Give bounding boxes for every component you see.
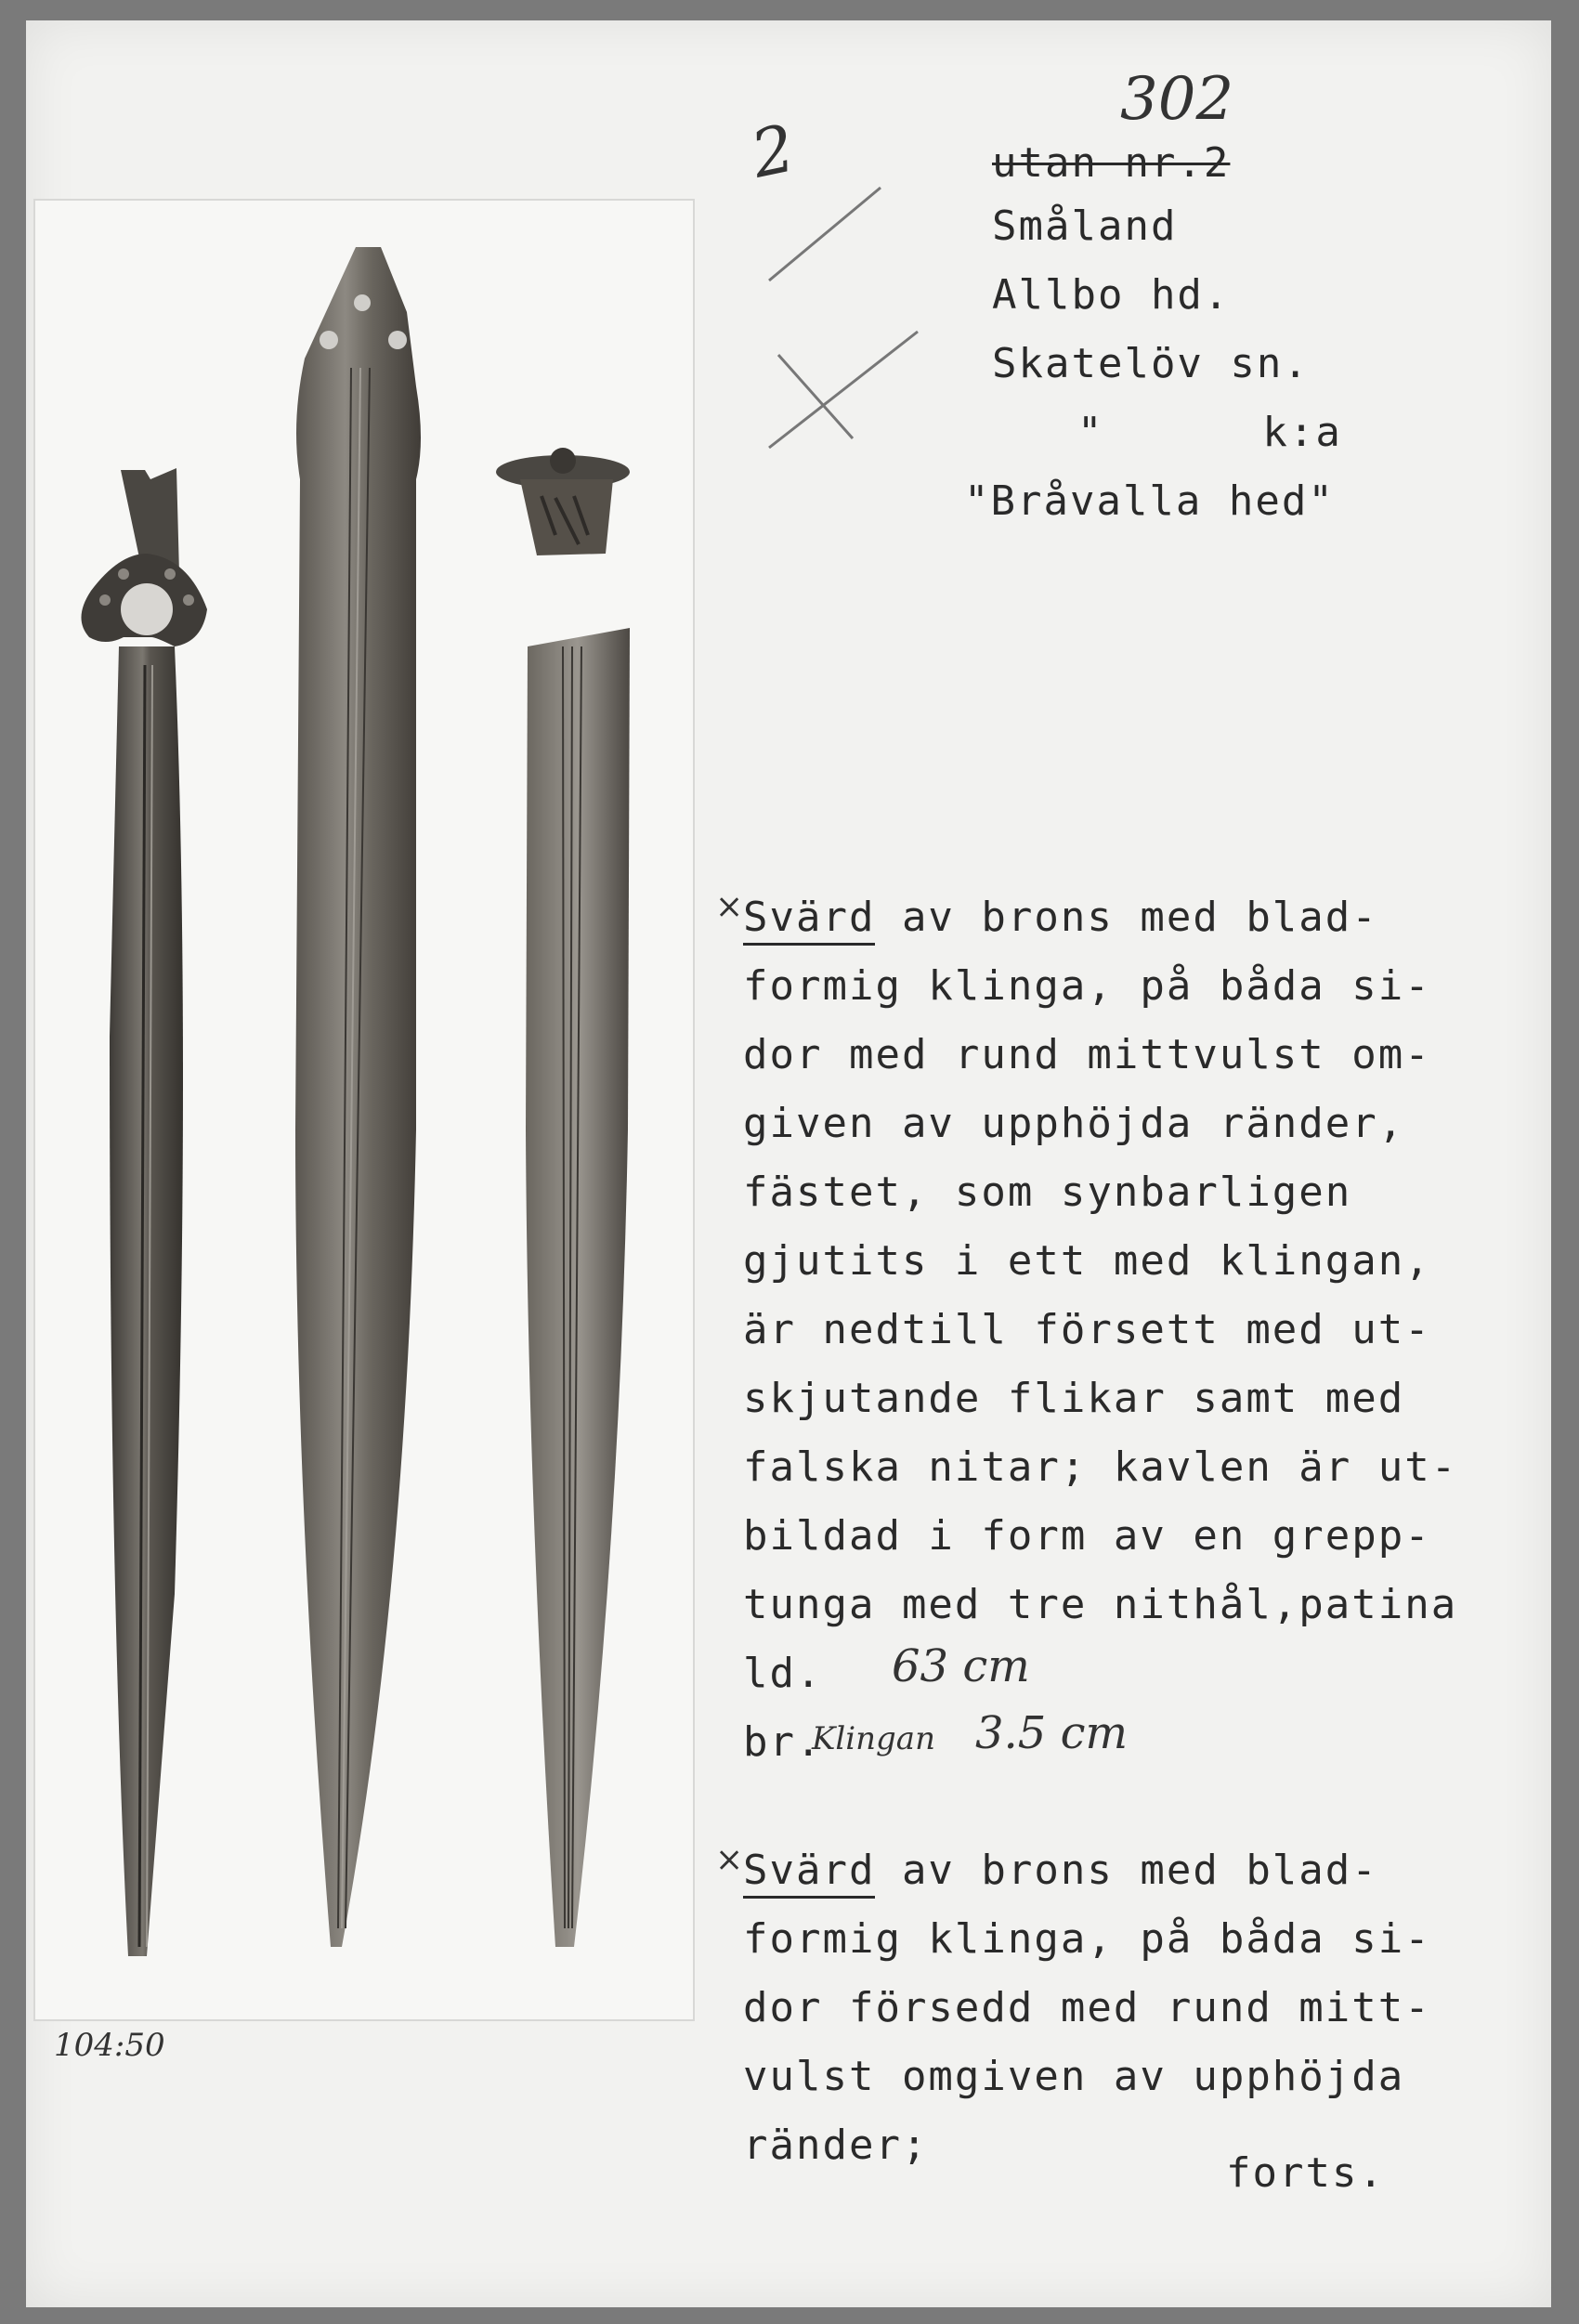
archive-card <box>26 20 1551 2307</box>
location-line-5: "Bråvalla hed" <box>964 477 1335 525</box>
width-label: br. <box>743 1718 823 1766</box>
entry-1-line: given av upphöjda ränder, <box>743 1100 1405 1147</box>
entry-2-line: formig klinga, på båda si- <box>743 1915 1431 1963</box>
entry-1-lead-rest: av brons med blad- <box>875 894 1378 941</box>
entry-1-line: formig klinga, på båda si- <box>743 962 1431 1010</box>
struck-label: utan nr.2 <box>992 139 1231 187</box>
length-value: 63 cm <box>892 1640 1030 1692</box>
width-value: 3.5 cm <box>975 1707 1128 1759</box>
entry-1-check-mark: × <box>715 888 744 926</box>
catalog-number: 104:50 <box>54 2027 165 2064</box>
entry-1-line: dor med rund mittvulst om- <box>743 1031 1431 1078</box>
entry-1-line: fästet, som synbarligen <box>743 1169 1352 1216</box>
entry-1-line: är nedtill försett med ut- <box>743 1306 1431 1353</box>
swords-image <box>35 201 693 2019</box>
location-line-1: Småland <box>992 202 1178 250</box>
handwritten-mark: 2 <box>744 110 802 193</box>
location-line-3: Skatelöv sn. <box>992 340 1310 387</box>
entry-1-line: falska nitar; kavlen är ut- <box>743 1443 1458 1491</box>
sword-right <box>496 448 630 1947</box>
entry-2-check-mark: × <box>715 1841 744 1879</box>
entry-2-lead-rest: av brons med blad- <box>875 1847 1378 1894</box>
entry-1-line-0 <box>743 894 1378 941</box>
sword-left <box>81 468 207 1956</box>
entry-2-line: vulst omgiven av upphöjda <box>743 2053 1405 2100</box>
entry-2-line: ränder; <box>743 2122 929 2169</box>
entry-1-line: gjutits i ett med klingan, <box>743 1237 1431 1285</box>
continued-label: forts. <box>1226 2149 1385 2197</box>
sword-photograph <box>33 199 695 2021</box>
handwritten-number: 302 <box>1120 65 1234 134</box>
entry-2-line-0 <box>743 1847 1378 1894</box>
location-line-4: " k:a <box>1077 409 1342 456</box>
entry-1-line: bildad i form av en grepp- <box>743 1512 1431 1560</box>
sword-middle <box>295 247 421 1947</box>
length-label: ld. <box>743 1650 823 1697</box>
entry-1-line: skjutande flikar samt med <box>743 1375 1405 1422</box>
location-line-2: Allbo hd. <box>992 271 1231 319</box>
width-hand-note: Klingan <box>812 1720 935 1757</box>
entry-1-line: tunga med tre nithål,patina <box>743 1581 1458 1628</box>
entry-2-line: dor försedd med rund mitt- <box>743 1984 1431 2031</box>
entry-1-lead-word: Svärd <box>743 894 875 946</box>
entry-2-lead-word: Svärd <box>743 1847 875 1899</box>
pencil-marks <box>750 169 936 466</box>
